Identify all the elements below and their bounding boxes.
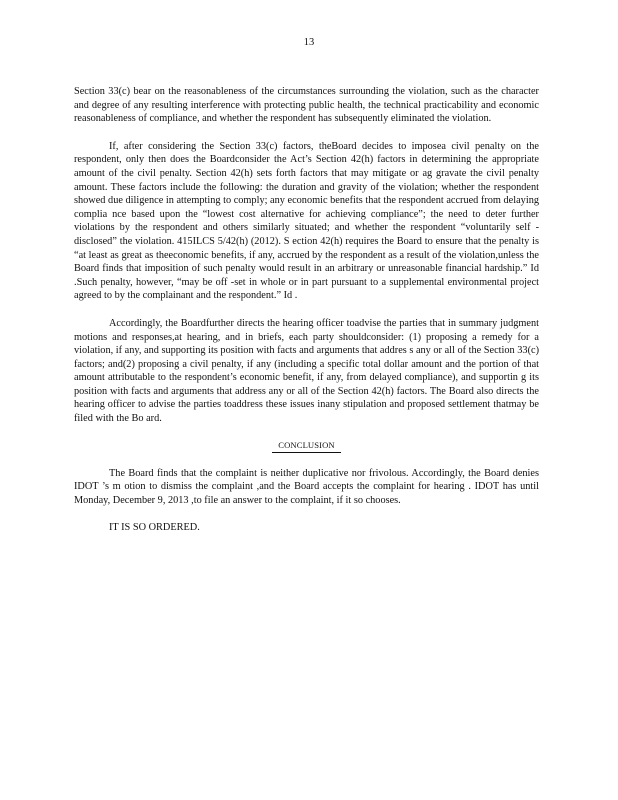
- paragraph-conclusion: The Board finds that the complaint is neither duplicative nor frivolous. Accordingly, the Board denies IDOT ’s m otion to dismiss the complaint ,and the Board accepts the complaint for hearing . IDOT has until Monday, December 9, 2013 ,to file an answer to the complaint, if it so chooses.: [74, 467, 539, 506]
- paragraph-hearing-officer-directions: Accordingly, the Boardfurther directs the hearing officer toadvise the parties that in summary judgment motions and responses,at hearing, and in briefs, each party shouldconsider: (1) proposing a remedy for a violation, if any, and supporting its position with facts and arguments that addres s any or all of the Section 33(c) factors; and(2) proposing a civil penalty, if any (including a specific total dollar amount and the portion of that amount attributable to the respondent’s economic benefit, if any, from delayed compliance), and supportin g its position with facts and arguments that address any or all of the Section 42(h) factors. The Board also directs the hearing officer to advise the parties toaddress these issues inany stipulation and proposed settlement thatmay be filed with the Bo ard.: [74, 317, 539, 425]
- page-number: 13: [303, 37, 315, 48]
- paragraph-section-33c: Section 33(c) bear on the reasonableness of the circumstances surrounding the violation, such as the character and degree of any resulting interference with protecting public health, the technical practicability and economic reasonableness of compliance, and whether the respondent has subsequently eliminated the violation.: [74, 86, 539, 125]
- conclusion-heading-text: CONCLUSION: [272, 440, 340, 453]
- conclusion-heading: [74, 440, 539, 453]
- paragraph-section-42h: If, after considering the Section 33(c) factors, theBoard decides to imposea civil penalty on the respondent, only then does the Boardconsider the Act’s Section 42(h) factors in determining the appropriate amount of the civil penalty. Section 42(h) sets forth factors that may mitigate or ag gravate the civil penalty amount. These factors include the following: the duration and gravity of the violation; whether the respondent showed due diligence in attempting to comply; any economic benefits that the respondent accrued from delaying complia nce based upon the “lowest cost alternative for achieving compliance”; the need to deter further violations by the respondent and others similarly situated; and whether the respondent “voluntarily self - disclosed” the violation. 415ILCS 5/42(h) (2012). S ection 42(h) requires the Board to ensure that the penalty is “at least as great as theeconomic benefits, if any, accrued by the respondent as a result of the violation,unless the Board finds that imposition of such penalty would result in an arbitrary or unreasonable financial hardship.” Id .Such penalty, however, “may be off -set in whole or in part pursuant to a supplemental environmental project agreed to by the complainant and the respondent.” Id .: [74, 140, 539, 302]
- order-statement: IT IS SO ORDERED.: [109, 522, 200, 534]
- document-body: [74, 85, 539, 549]
